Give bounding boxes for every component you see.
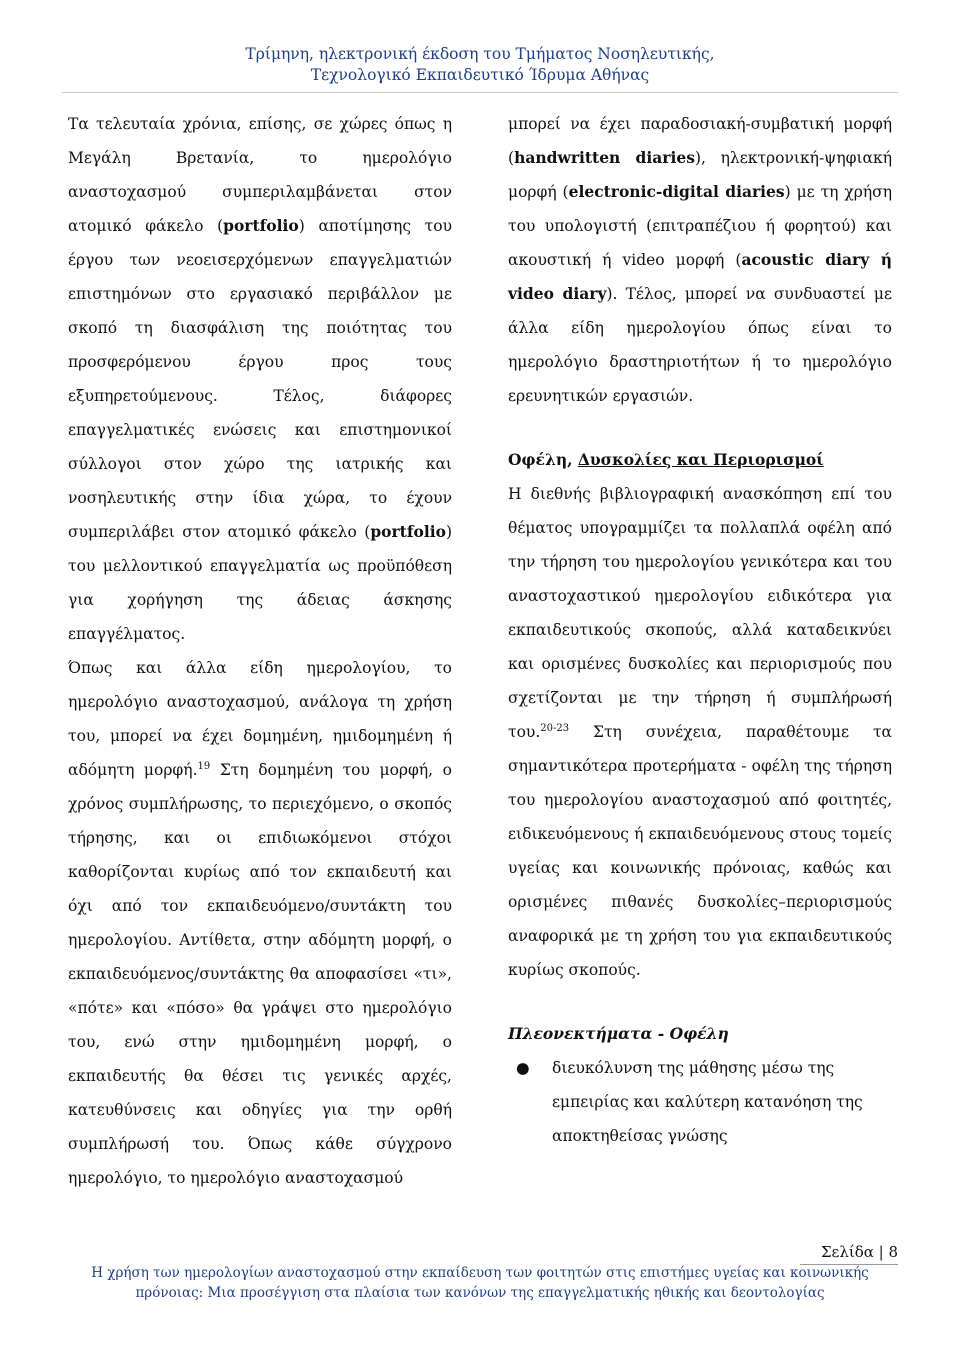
- right-column: [508, 107, 892, 1153]
- header-divider: [62, 92, 898, 93]
- left-column: [68, 107, 452, 1195]
- term-electronic: electronic-digital diaries: [568, 182, 785, 201]
- term-portfolio-2: portfolio: [370, 522, 446, 541]
- footer-line-1: Η χρήση των ημερολογίων αναστοχασμού στην εκπαίδευση των φοιτητών στις επιστήμες υγείας και κοινωνικής: [91, 1265, 869, 1281]
- section-heading-benefits: Οφέλη, Δυσκολίες και Περιορισμοί: [508, 450, 824, 469]
- header-line-1: Τρίμηνη, ηλεκτρονική έκδοση του Τμήματος Νοσηλευτικής,: [245, 45, 715, 63]
- paragraph-portfolio: Τα τελευταία χρόνια, επίσης, σε χώρες όπως η Μεγάλη Βρετανία, το ημερολόγιο αναστοχασμού συμπεριλαμβάνεται στον ατομικό φάκελο (portfolio) αποτίμησης του έργου των νεοεισερχόμενων επαγγελματιών επιστημόνων στο εργασιακό περιβάλλον με σκοπό τη διασφάλιση της ποιότητας του προσφερόμενου έργου προς τους εξυπηρετούμενους. Τέλος, διάφορες επαγγελματικές ενώσεις και επιστημονικοί σύλλογοι στον χώρο της ιατρικής και νοσηλευτικής στην ίδια χώρα, το έχουν συμπεριλάβει στον ατομικό φάκελο (portfolio) του μελλοντικού επαγγελματία ως προϋπόθεση για χορήγηση της άδειας άσκησης επαγγέλματος.: [68, 115, 453, 643]
- bullet-icon: ●: [516, 1059, 530, 1077]
- list-item: ● διευκόλυνση της μάθησης μέσω της εμπειρίας και καλύτερη κατανόηση της αποκτηθείσας γνώσης: [508, 1051, 892, 1153]
- paragraph-formats: μπορεί να έχει παραδοσιακή-συμβατική μορφή (handwritten diaries), ηλεκτρονική-ψηφιακή μορφή (electronic-digital diaries) με τη χρήση του υπολογιστή (επιτραπέζιου ή φορητού) και ακουστική ή video μορφή (acoustic diary ή video diary). Τέλος, μπορεί να συνδυαστεί με άλλα είδη ημερολογίου όπως είναι το ημερολόγιο δραστηριοτήτων ή το ημερολόγιο ερευνητικών εργασιών.: [508, 115, 892, 405]
- page-number: Σελίδα | 8: [820, 1243, 898, 1261]
- footer-line-2: πρόνοιας: Μια προσέγγιση στα πλαίσια των κανόνων της επαγγελματικής ηθικής και δεοντολογίας: [135, 1285, 825, 1301]
- header-line-2: Τεχνολογικό Εκπαιδευτικό Ίδρυμα Αθήνας: [310, 66, 650, 84]
- term-handwritten: handwritten diaries: [514, 148, 695, 167]
- term-acoustic: acoustic diary ή video diary: [508, 250, 892, 303]
- running-footer: [70, 1263, 890, 1303]
- term-portfolio: portfolio: [223, 216, 299, 235]
- section-heading-advantages: Πλεονεκτήματα - Οφέλη: [508, 1024, 729, 1043]
- citation-19: 19: [197, 761, 211, 772]
- paragraph-structure: Όπως και άλλα είδη ημερολογίου, το ημερολόγιο αναστοχασμού, ανάλογα τη χρήση του, μπορεί να έχει δομημένη, ημιδομημένη ή αδόμητη μορφή.$^{19}$ Στη δομημένη του μορφή, ο χρόνος συμπλήρωσης, το περιεχόμενο, ο σκοπός τήρησης, και οι επιδιωκόμενοι στόχοι καθορίζονται κυρίως από τον εκπαιδευτή και όχι από τον εκπαιδευόμενο/συντάκτη του ημερολογίου. Αντίθετα, στην αδόμητη μορφή, ο εκπαιδευόμενος/συντάκτης θα αποφασίσει «τι», «πότε» και «πόσο» θα γράψει στο ημερολόγιο του, ενώ στην ημιδομημένη μορφή, ο εκπαιδευτής θα θέσει τις γενικές αρχές, κατευθύνσεις και οδηγίες για την ορθή συμπλήρωσή του. Όπως κάθε σύγχρονο ημερολόγιο, το ημερολόγιο αναστοχασμού: [68, 659, 452, 1187]
- citation-20-23: 20-23: [540, 723, 570, 734]
- paragraph-review: Η διεθνής βιβλιογραφική ανασκόπηση επί του θέματος υπογραμμίζει τα πολλαπλά οφέλη από την τήρηση του ημερολογίου γενικότερα και του αναστοχαστικού ημερολογίου ειδικότερα για εκπαιδευτικούς σκοπούς, αλλά καταδεικνύει και ορισμένες δυσκολίες και περιορισμούς που σχετίζονται με την τήρηση ή συμπλήρωσή του.$^{20-23}$ Στη συνέχεια, παραθέτουμε τα σημαντικότερα προτερήματα - οφέλη της τήρηση του ημερολογίου αναστοχασμού από φοιτητές, ειδικευόμενους ή εκπαιδευόμενους στους τομείς υγείας και κοινωνικής πρόνοιας, καθώς και ορισμένες πιθανές δυσκολίες–περιορισμούς αναφορικά με τη χρήση του για εκπαιδευτικούς κυρίως σκοπούς.: [508, 485, 892, 979]
- running-header: [0, 44, 960, 86]
- advantages-list: [508, 1051, 892, 1153]
